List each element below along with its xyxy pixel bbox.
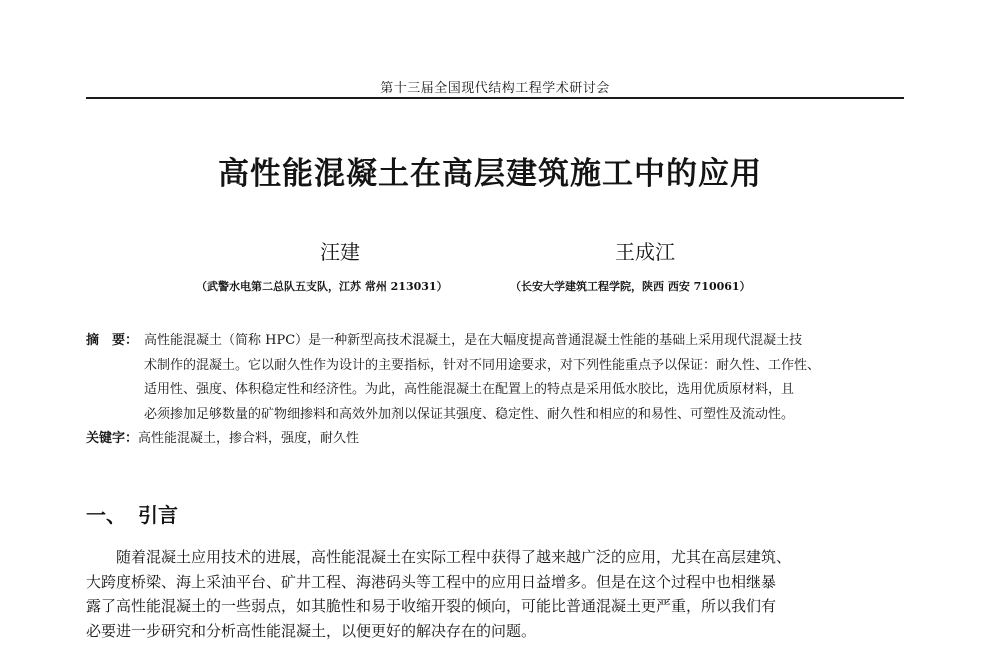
keywords-label: 关键字： [86, 431, 139, 446]
abstract-text: 术制作的混凝土。它以耐久性作为设计的主要指标，针对不同用途要求，对下列性能重点予以保证：耐久性、工作性、 [144, 357, 821, 373]
abstract-text: 适用性、强度、体积稳定性和经济性。为此，高性能混凝土在配置上的特点是采用低水胶比，选用优质原材料，且 [144, 382, 795, 397]
abstract-line [86, 378, 916, 403]
keywords-text: 高性能混凝土，掺合料，强度，耐久性 [138, 431, 360, 446]
section-number: 一、 [86, 503, 126, 527]
body-line: 必要进一步研究和分析高性能混凝土，以便更好的解决存在的问题。 [86, 621, 537, 640]
abstract-label: 摘 要： [86, 333, 139, 348]
body-line: 大跨度桥梁、海上采油平台、矿井工程、海港码头等工程中的应用日益增多。但是在这个过程中也相继暴 [86, 572, 777, 591]
keywords-line [86, 427, 916, 452]
abstract-text: 高性能混凝土（简称 HPC）是一种新型高技术混凝土，是在大幅度提高普通混凝土性能的基础上采用现代混凝土技 [144, 333, 803, 348]
paper-title: 高性能混凝土在高层建筑施工中的应用 [218, 156, 762, 192]
running-header: 第十三届全国现代结构工程学术研讨会 [380, 81, 610, 96]
abstract-line [86, 354, 916, 379]
author-name-1: 汪建 [320, 240, 360, 264]
abstract-line [86, 403, 916, 428]
author-affiliation-2: （长安大学建筑工程学院，陕西 西安 710061） [510, 280, 751, 293]
abstract-line [86, 329, 916, 354]
body-line: 随着混凝土应用技术的进展，高性能混凝土在实际工程中获得了越来越广泛的应用，尤其在高层建筑、 [116, 548, 792, 566]
abstract-block [86, 329, 916, 452]
section-title: 引言 [138, 503, 178, 527]
abstract-text: 必须掺加足够数量的矿物细掺料和高效外加剂以保证其强度、稳定性、耐久性和相应的和易性、可塑性及流动性。 [144, 406, 795, 422]
body-line: 露了高性能混凝土的一些弱点，如其脆性和易于收缩开裂的倾向，可能比普通混凝土更严重，所以我们有 [86, 597, 777, 615]
author-name-2: 王成江 [615, 240, 675, 264]
body-paragraph [86, 545, 916, 643]
author-affiliation-1: （武警水电第二总队五支队，江苏 常州 213031） [196, 280, 448, 293]
section-heading [86, 499, 178, 528]
header-rule [86, 97, 904, 99]
